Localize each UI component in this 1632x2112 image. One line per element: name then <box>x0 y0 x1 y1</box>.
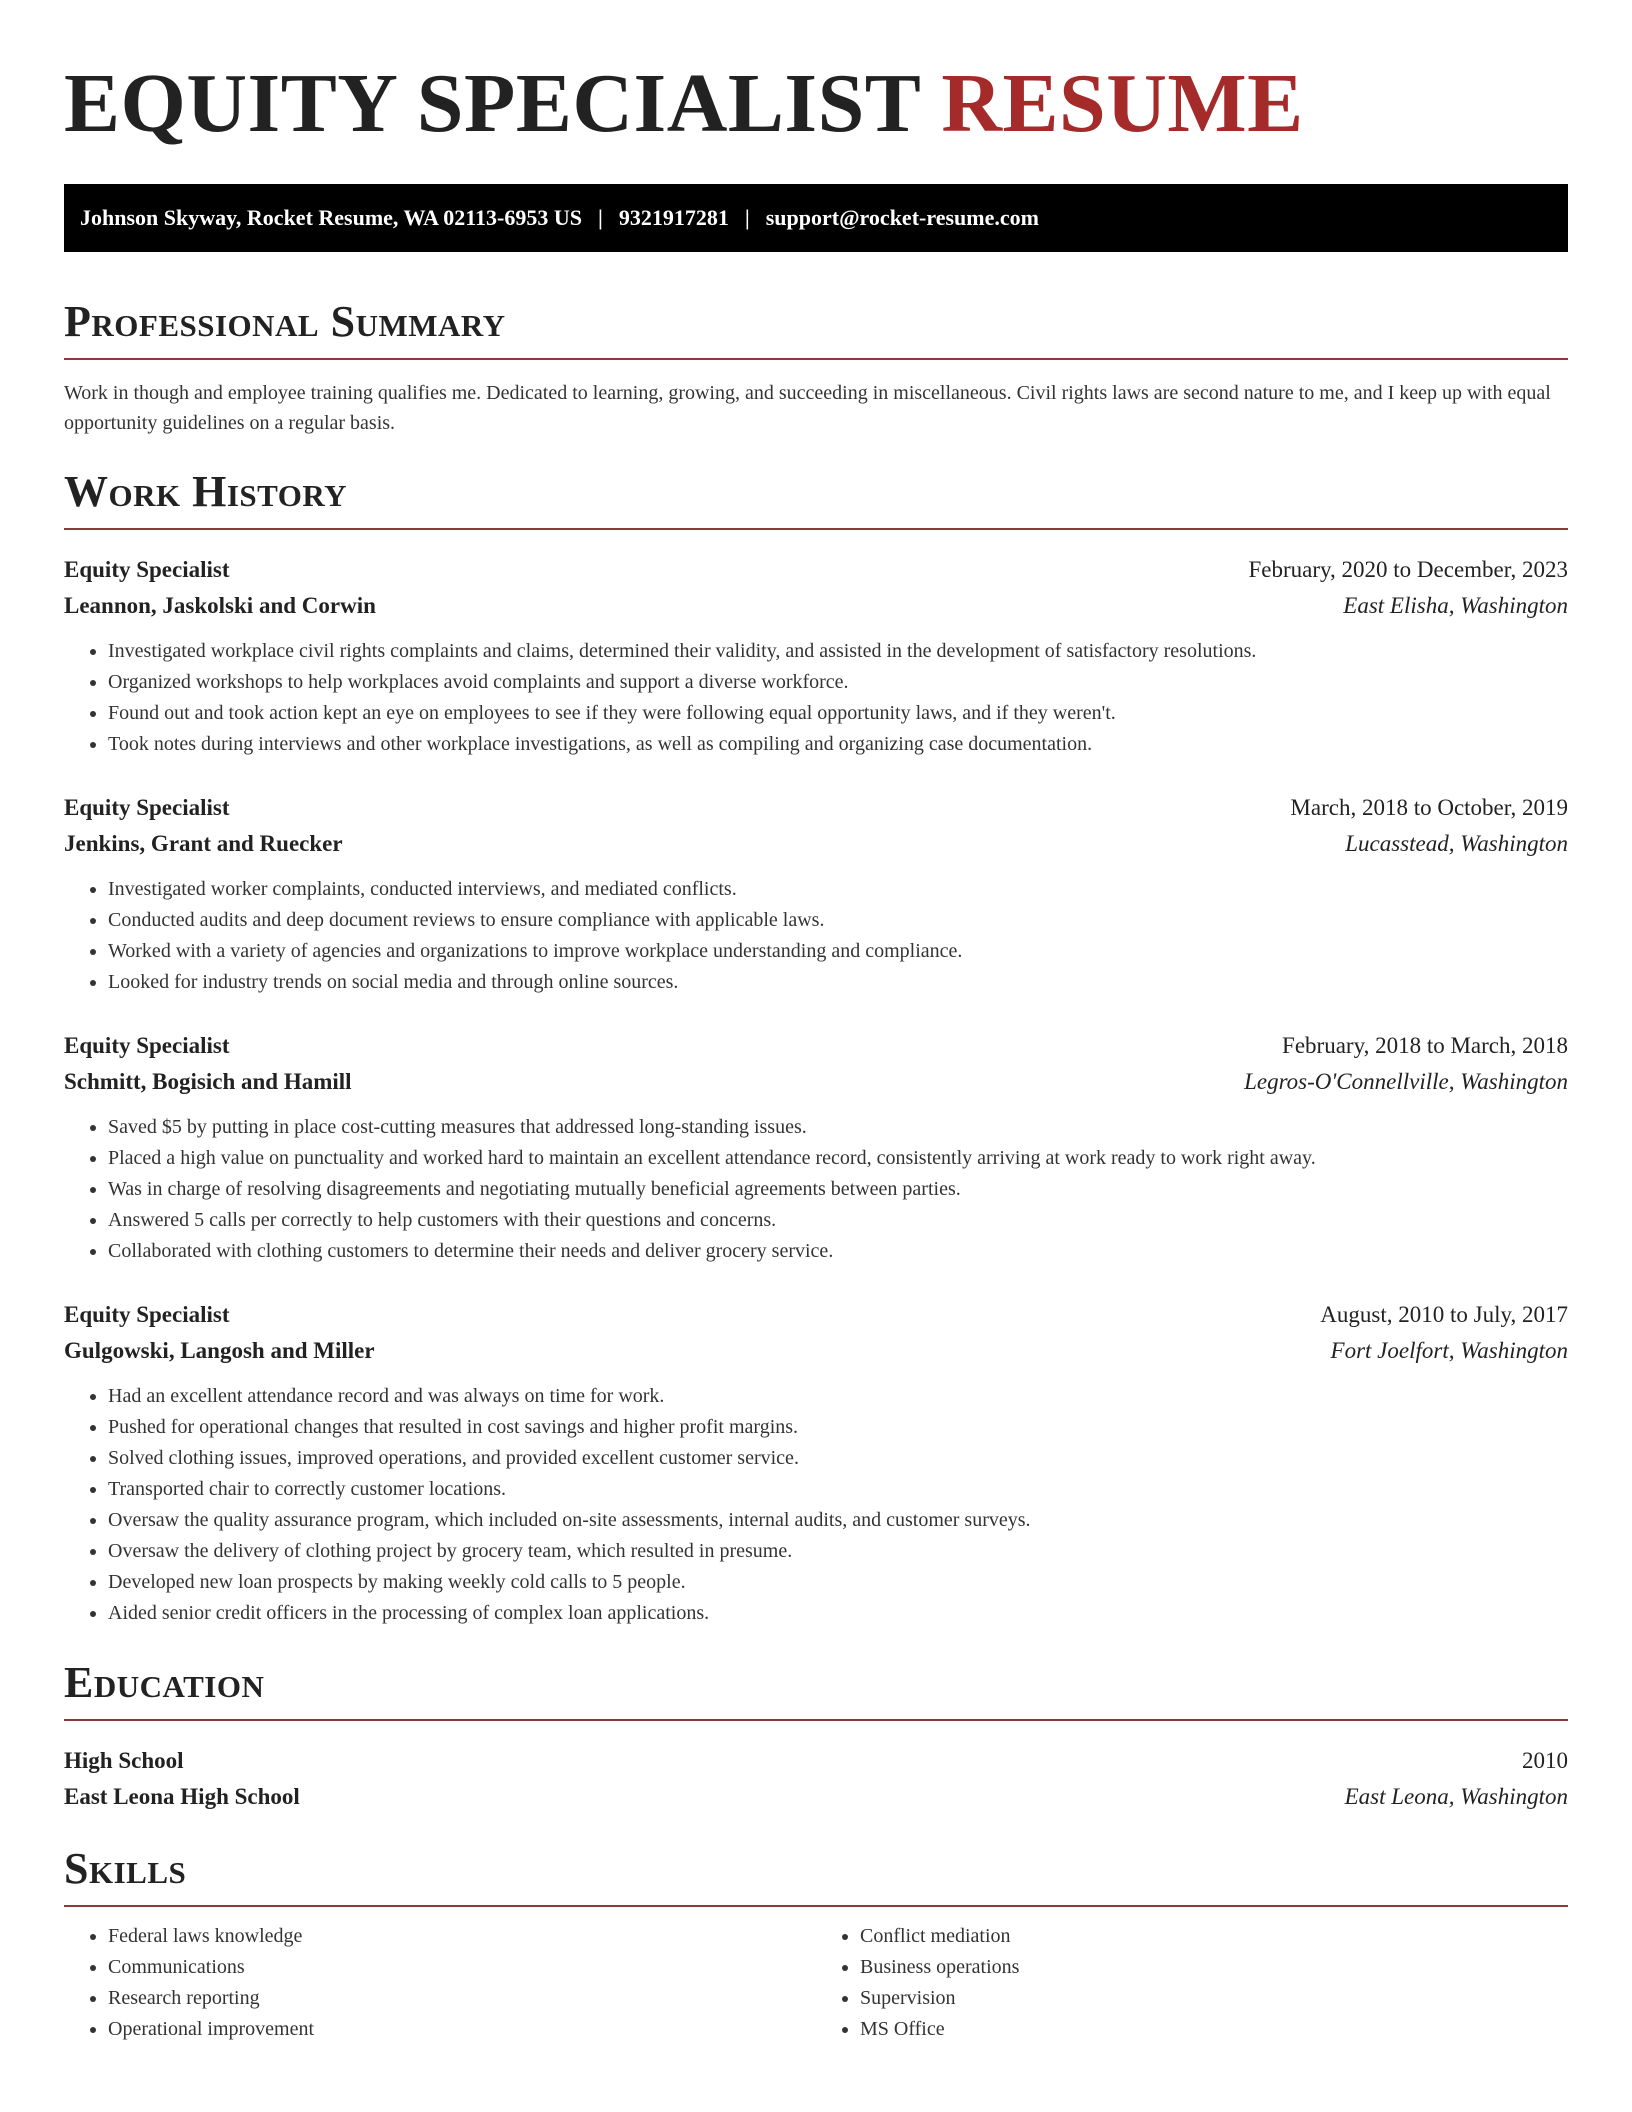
education-school: East Leona High School <box>64 1784 300 1809</box>
list-item: • Found out and took action kept an eye on employees to see if they were following equal opportunity laws, and if they weren't. <box>108 698 1568 729</box>
skills-list-right <box>816 1921 1568 2045</box>
list-item: • Looked for industry trends on social media and through online sources. <box>108 967 1568 998</box>
job-entry <box>64 552 1568 760</box>
contact-email[interactable]: support@rocket-resume.com <box>765 205 1039 230</box>
job-company-row <box>64 588 1568 624</box>
list-item: • Collaborated with clothing customers to determine their needs and deliver grocery service. <box>108 1236 1568 1267</box>
list-item: • Placed a high value on punctuality and worked hard to maintain an excellent attendance record, consistently arriving at work ready to work right away. <box>108 1143 1568 1174</box>
job-duties-list <box>64 1112 1568 1267</box>
list-item: • Developed new loan prospects by making weekly cold calls to 5 people. <box>108 1567 1568 1598</box>
education-school-row <box>64 1779 1568 1815</box>
education-header-row <box>64 1743 1568 1779</box>
list-item: • Oversaw the quality assurance program, which included on-site assessments, internal audits, and customer surveys. <box>108 1505 1568 1536</box>
contact-phone: 9321917281 <box>618 205 729 230</box>
job-title: Equity Specialist <box>64 795 230 820</box>
job-location: East Elisha, Washington <box>1343 593 1568 618</box>
skill-item: • Communications <box>108 1952 816 1983</box>
skills-columns <box>64 1921 1568 2045</box>
section-title-skills: Skills <box>64 1844 187 1893</box>
list-item: • Organized workshops to help workplaces avoid complaints and support a diverse workforce. <box>108 667 1568 698</box>
contact-separator: | <box>598 205 603 230</box>
list-item: • Oversaw the delivery of clothing project by grocery team, which resulted in presume. <box>108 1536 1568 1567</box>
list-item: • Had an excellent attendance record and was always on time for work. <box>108 1381 1568 1412</box>
contact-address: Johnson Skyway, Rocket Resume, WA 02113-6953 US <box>80 205 583 230</box>
job-company-row <box>64 1333 1568 1369</box>
list-item: • Pushed for operational changes that resulted in cost savings and higher profit margins. <box>108 1412 1568 1443</box>
section-divider <box>64 1905 1568 1907</box>
summary-text: Work in though and employee training qualifies me. Dedicated to learning, growing, and succeeding in miscellaneous. Civil rights laws are second nature to me, and I keep up with equal opportunity guidelines on a regular basis. <box>64 382 1551 434</box>
job-company: Jenkins, Grant and Ruecker <box>64 831 343 856</box>
job-title: Equity Specialist <box>64 557 230 582</box>
job-company-row <box>64 1064 1568 1100</box>
list-item: • Aided senior credit officers in the processing of complex loan applications. <box>108 1598 1568 1629</box>
education-year: 2010 <box>1522 1748 1568 1773</box>
job-header-row <box>64 1028 1568 1064</box>
skill-item: • Conflict mediation <box>860 1921 1568 1952</box>
section-title-work-history: Work History <box>64 467 348 516</box>
summary-section <box>64 296 1568 438</box>
section-divider <box>64 358 1568 360</box>
job-header-row <box>64 1297 1568 1333</box>
job-header-row <box>64 552 1568 588</box>
skill-item: • Business operations <box>860 1952 1568 1983</box>
list-item: • Was in charge of resolving disagreements and negotiating mutually beneficial agreements between parties. <box>108 1174 1568 1205</box>
job-company-row <box>64 826 1568 862</box>
list-item: • Solved clothing issues, improved operations, and provided excellent customer service. <box>108 1443 1568 1474</box>
section-title-summary: Professional Summary <box>64 297 506 346</box>
skill-item: • Supervision <box>860 1983 1568 2014</box>
section-divider <box>64 528 1568 530</box>
title-accent: RESUME <box>941 57 1304 150</box>
job-title: Equity Specialist <box>64 1033 230 1058</box>
contact-bar <box>64 184 1568 252</box>
skills-list-left <box>64 1921 816 2045</box>
job-company: Schmitt, Bogisich and Hamill <box>64 1069 352 1094</box>
skill-item: • MS Office <box>860 2014 1568 2045</box>
list-item: • Investigated workplace civil rights complaints and claims, determined their validity, and assisted in the development of satisfactory resolutions. <box>108 636 1568 667</box>
job-location: Fort Joelfort, Washington <box>1330 1338 1568 1363</box>
list-item: • Investigated worker complaints, conducted interviews, and mediated conflicts. <box>108 874 1568 905</box>
job-dates: August, 2010 to July, 2017 <box>1320 1302 1568 1327</box>
job-location: Lucasstead, Washington <box>1345 831 1568 856</box>
education-entry <box>64 1743 1568 1815</box>
section-title-education: Education <box>64 1658 265 1707</box>
contact-separator: | <box>744 205 750 230</box>
job-company: Leannon, Jaskolski and Corwin <box>64 593 376 618</box>
skills-section <box>64 1843 1568 2045</box>
list-item: • Answered 5 calls per correctly to help customers with their questions and concerns. <box>108 1205 1568 1236</box>
list-item: • Saved $5 by putting in place cost-cutting measures that addressed long-standing issues. <box>108 1112 1568 1143</box>
list-item: • Transported chair to correctly customer locations. <box>108 1474 1568 1505</box>
section-divider <box>64 1719 1568 1721</box>
title-main: EQUITY SPECIALIST <box>64 57 920 150</box>
job-duties-list <box>64 1381 1568 1629</box>
job-dates: February, 2020 to December, 2023 <box>1248 557 1568 582</box>
job-dates: February, 2018 to March, 2018 <box>1282 1033 1568 1058</box>
job-entry <box>64 790 1568 998</box>
list-item: • Took notes during interviews and other workplace investigations, as well as compiling and organizing case documentation. <box>108 729 1568 760</box>
job-dates: March, 2018 to October, 2019 <box>1290 795 1568 820</box>
list-item: • Conducted audits and deep document reviews to ensure compliance with applicable laws. <box>108 905 1568 936</box>
job-title: Equity Specialist <box>64 1302 230 1327</box>
job-location: Legros-O'Connellville, Washington <box>1244 1069 1568 1094</box>
job-duties-list <box>64 874 1568 998</box>
resume-title <box>64 56 1568 152</box>
work-history-section <box>64 466 1568 1629</box>
skill-item: • Operational improvement <box>108 2014 816 2045</box>
job-header-row <box>64 790 1568 826</box>
job-entry <box>64 1028 1568 1267</box>
job-entry <box>64 1297 1568 1629</box>
education-section <box>64 1657 1568 1815</box>
skill-item: • Federal laws knowledge <box>108 1921 816 1952</box>
job-company: Gulgowski, Langosh and Miller <box>64 1338 375 1363</box>
skill-item: • Research reporting <box>108 1983 816 2014</box>
list-item: • Worked with a variety of agencies and organizations to improve workplace understanding and compliance. <box>108 936 1568 967</box>
job-duties-list <box>64 636 1568 760</box>
education-degree: High School <box>64 1748 184 1773</box>
education-location: East Leona, Washington <box>1344 1784 1568 1809</box>
